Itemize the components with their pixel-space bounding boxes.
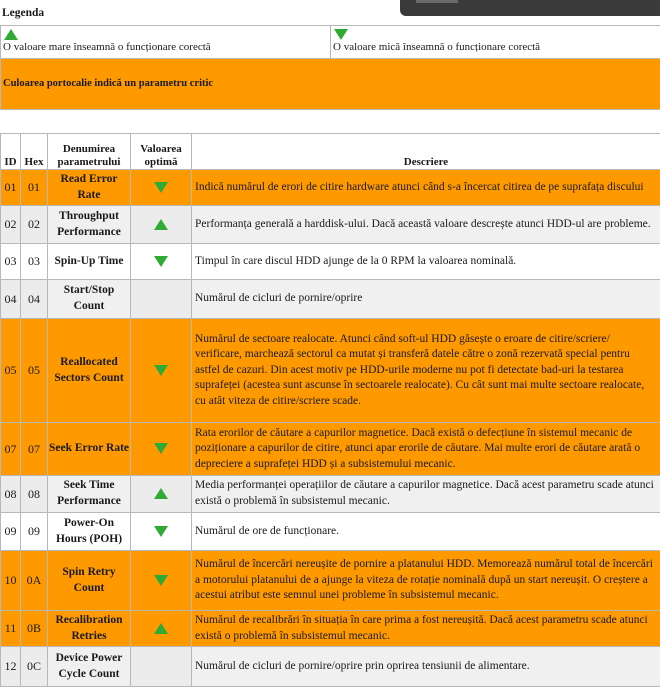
cell-hex: 0C: [21, 647, 48, 687]
cell-name: Read Error Rate: [48, 170, 131, 206]
cell-name: Spin-Up Time: [48, 244, 131, 280]
title-bar-handle: [416, 0, 458, 3]
legend-high-cell: [1, 26, 331, 59]
triangle-down-green-icon: [154, 256, 168, 267]
cell-hex: 08: [21, 476, 48, 513]
cell-hex: 02: [21, 206, 48, 244]
cell-description: Numărul de ore de funcționare.: [192, 513, 660, 551]
table-row: [1, 244, 660, 280]
triangle-up-green-icon: [4, 29, 18, 40]
cell-optimal: [131, 476, 192, 513]
cell-hex: 0B: [21, 611, 48, 647]
triangle-down-green-icon: [154, 575, 168, 586]
cell-hex: 03: [21, 244, 48, 280]
cell-optimal: [131, 551, 192, 611]
cell-name: Start/Stop Count: [48, 280, 131, 319]
table-row: [1, 647, 660, 687]
legend-low-text: O valoare mică înseamnă o funcționare corectă: [333, 41, 541, 53]
cell-name: Seek Error Rate: [48, 423, 131, 476]
header-name: Denumirea parametrului: [48, 134, 131, 170]
legend-low-cell: [331, 26, 660, 59]
cell-name: Spin Retry Count: [48, 551, 131, 611]
header-hex: Hex: [21, 134, 48, 170]
cell-description: Media performanței operațiilor de căutare a capurilor magnetice. Dacă acest parametru scade atunci există o problemă în subsistemul mecanic.: [192, 476, 660, 513]
legend-title: Legenda: [2, 7, 45, 19]
table-row: [1, 513, 660, 551]
cell-id: 12: [1, 647, 21, 687]
table-row: [1, 319, 660, 423]
cell-name: Power-On Hours (POH): [48, 513, 131, 551]
header-description: Descriere: [192, 134, 660, 170]
cell-description: Performanța generală a harddisk-ului. Dacă această valoare descrește atunci HDD-ul are probleme.: [192, 206, 660, 244]
cell-optimal: [131, 170, 192, 206]
triangle-down-green-icon: [154, 443, 168, 454]
cell-description: Numărul de recalibrări în situația în care prima a fost nereușită. Dacă acest parametru scade atunci există o problemă în subsistemul mecanic.: [192, 611, 660, 647]
header-optimal: Valoarea optimă: [131, 134, 192, 170]
triangle-down-green-icon: [154, 182, 168, 193]
cell-id: 04: [1, 280, 21, 319]
table-row: [1, 280, 660, 319]
cell-description: Numărul de sectoare realocate. Atunci când soft-ul HDD găsește o eroare de citire/scriere/ verificare, marchează sectorul ca mutat și transferă datele către o zonă rezervată special pentru astfel de cazuri. Din acest motiv pe HDD-urile moderne nu pot fi detectate bad-uri la testarea suprafeței (acestea sunt ascunse în sectoarele realocate). Cu cât sunt mai multe sectoare realocate, cu atât viteza de citire/scriere scade.: [192, 319, 660, 423]
table-row: [1, 423, 660, 476]
cell-name: Recalibration Retries: [48, 611, 131, 647]
cell-id: 11: [1, 611, 21, 647]
legend-table: [0, 25, 660, 110]
cell-hex: 07: [21, 423, 48, 476]
triangle-down-green-icon: [154, 526, 168, 537]
cell-optimal: [131, 647, 192, 687]
cell-optimal: [131, 611, 192, 647]
cell-description: Numărul de încercări nereușite de pornire a platanului HDD. Memorează numărul total de încercări a motorului platanului de a ajunge la viteza de rotație nominală după un start nereușit. O creștere a acestui atribut este semnul unei probleme în subsistemul mecanic.: [192, 551, 660, 611]
triangle-up-green-icon: [154, 488, 168, 499]
cell-optimal: [131, 319, 192, 423]
cell-id: 07: [1, 423, 21, 476]
cell-id: 02: [1, 206, 21, 244]
table-row: [1, 206, 660, 244]
cell-hex: 09: [21, 513, 48, 551]
cell-name: Device Power Cycle Count: [48, 647, 131, 687]
smart-attributes-table: [0, 133, 660, 687]
cell-optimal: [131, 244, 192, 280]
cell-id: 10: [1, 551, 21, 611]
cell-hex: 0A: [21, 551, 48, 611]
cell-name: Reallocated Sectors Count: [48, 319, 131, 423]
cell-optimal: [131, 423, 192, 476]
cell-hex: 04: [21, 280, 48, 319]
cell-id: 01: [1, 170, 21, 206]
triangle-up-green-icon: [154, 623, 168, 634]
cell-description: Numărul de cicluri de pornire/oprire prin oprirea tensiunii de alimentare.: [192, 647, 660, 687]
cell-name: Throughput Performance: [48, 206, 131, 244]
cell-id: 05: [1, 319, 21, 423]
table-row: [1, 476, 660, 513]
cell-id: 08: [1, 476, 21, 513]
legend-high-text: O valoare mare înseamnă o funcționare corectă: [3, 41, 211, 53]
cell-optimal: [131, 513, 192, 551]
table-row: [1, 551, 660, 611]
legend-critical-note: Culoarea portocalie indică un parametru critic: [1, 59, 660, 110]
triangle-down-green-icon: [334, 29, 348, 40]
triangle-up-green-icon: [154, 219, 168, 230]
table-row: [1, 170, 660, 206]
window-title-bar: [400, 0, 660, 16]
cell-name: Seek Time Performance: [48, 476, 131, 513]
cell-hex: 01: [21, 170, 48, 206]
cell-description: Rata erorilor de căutare a capurilor magnetice. Dacă există o defecțiune în sistemul mecanic de poziționare a capurilor de citire, atunci apar erorile de căutare. Mai multe erori de căutare arată o depreciere a suprafeței HDD și a subsistemului mecanic.: [192, 423, 660, 476]
cell-optimal: [131, 280, 192, 319]
cell-id: 09: [1, 513, 21, 551]
cell-description: Timpul în care discul HDD ajunge de la 0 RPM la valoarea nominală.: [192, 244, 660, 280]
cell-description: Indică numărul de erori de citire hardware atunci când s-a încercat citirea de pe suprafața discului: [192, 170, 660, 206]
cell-hex: 05: [21, 319, 48, 423]
cell-id: 03: [1, 244, 21, 280]
header-id: ID: [1, 134, 21, 170]
table-row: [1, 611, 660, 647]
cell-optimal: [131, 206, 192, 244]
triangle-down-green-icon: [154, 365, 168, 376]
cell-description: Numărul de cicluri de pornire/oprire: [192, 280, 660, 319]
